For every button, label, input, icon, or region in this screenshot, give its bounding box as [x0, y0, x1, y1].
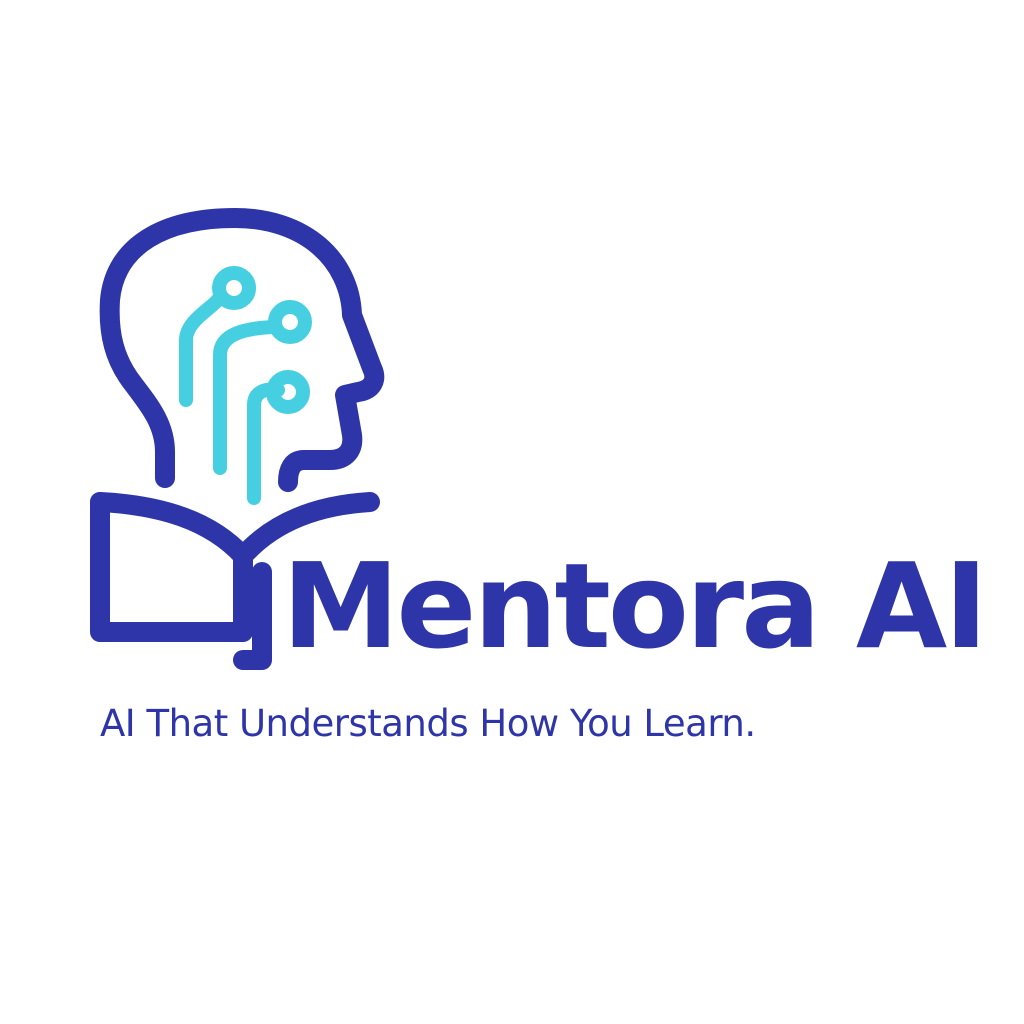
brand-wordmark: Mentora AI	[282, 537, 986, 675]
brand-tagline: AI That Understands How You Learn.	[100, 702, 756, 745]
head-profile-icon	[110, 218, 375, 482]
